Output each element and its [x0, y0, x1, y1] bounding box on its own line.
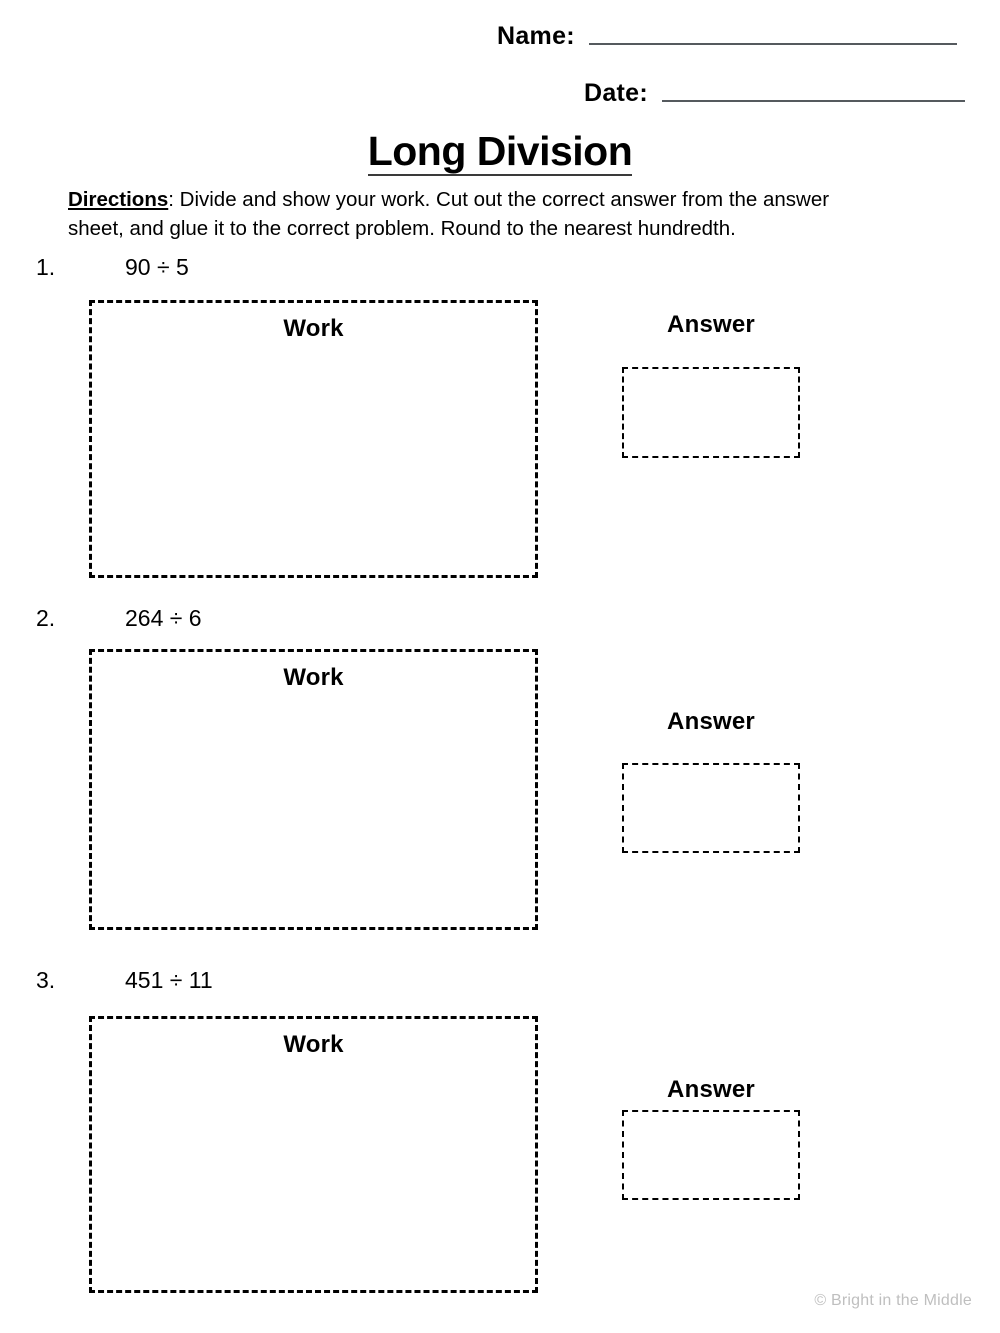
copyright-footer: © Bright in the Middle	[814, 1292, 972, 1309]
answer-label-2: Answer	[667, 708, 755, 735]
directions-paragraph	[68, 185, 888, 243]
date-write-line[interactable]	[662, 100, 965, 102]
answer-box-1[interactable]	[622, 367, 800, 458]
problem-number-1: 1.	[36, 254, 56, 280]
directions-label: Directions	[68, 188, 169, 211]
answer-box-2[interactable]	[622, 763, 800, 853]
work-box-1[interactable]	[89, 300, 538, 578]
directions-colon: :	[168, 188, 174, 211]
date-label: Date:	[584, 79, 649, 107]
problem-number-3: 3.	[36, 967, 56, 993]
directions-text: Divide and show your work. Cut out the correct answer from the answer sheet, and glue it to the correct problem. Round to the nearest hundredth.	[68, 188, 830, 241]
work-label-3: Work	[283, 1031, 344, 1058]
work-label-1: Work	[283, 315, 344, 342]
work-box-3[interactable]	[89, 1016, 538, 1293]
problem-expression-1: 90 ÷ 5	[125, 254, 189, 280]
answer-box-3[interactable]	[622, 1110, 800, 1200]
date-field-row	[584, 81, 965, 106]
work-box-2[interactable]	[89, 649, 538, 930]
problem-expression-3: 451 ÷ 11	[125, 967, 213, 993]
problem-expression-2: 264 ÷ 6	[125, 605, 202, 631]
problem-number-2: 2.	[36, 605, 56, 631]
answer-label-3: Answer	[667, 1076, 755, 1103]
name-write-line[interactable]	[589, 43, 957, 45]
name-field-row	[497, 24, 957, 49]
page-title	[0, 129, 1000, 176]
work-label-2: Work	[283, 664, 344, 691]
answer-label-1: Answer	[667, 311, 755, 338]
name-label: Name:	[497, 22, 575, 50]
page-title-text: Long Division	[368, 129, 633, 176]
